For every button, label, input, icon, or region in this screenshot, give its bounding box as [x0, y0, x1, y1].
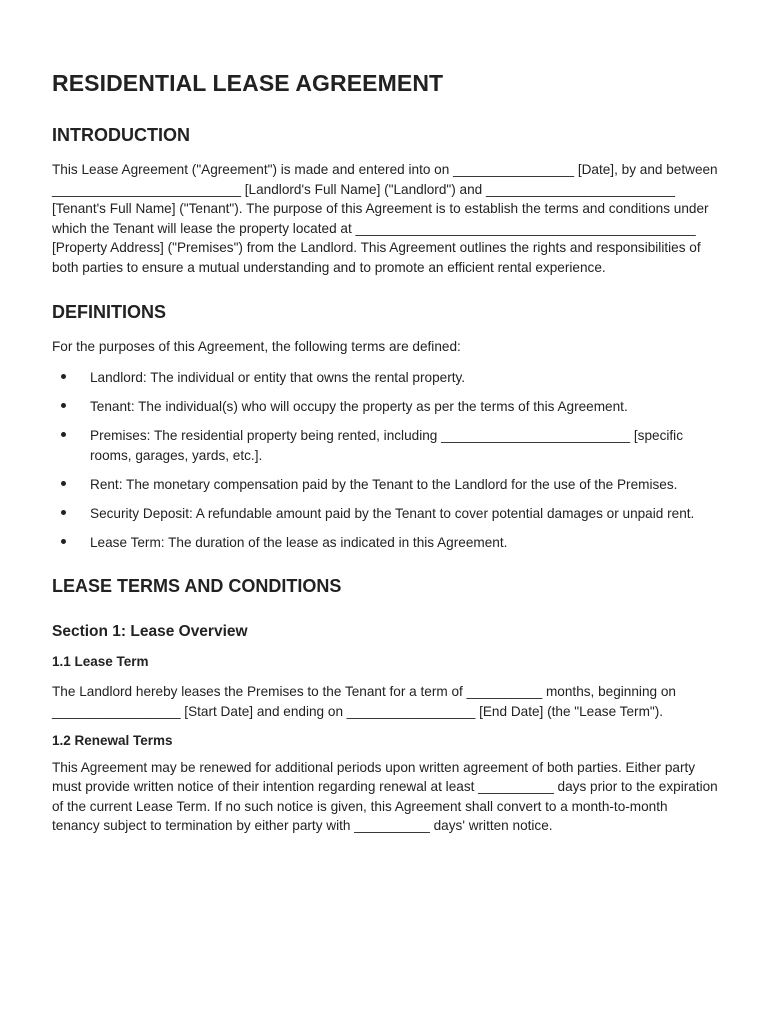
document-title: RESIDENTIAL LEASE AGREEMENT: [52, 70, 444, 96]
bullet-icon: [61, 539, 66, 544]
introduction-heading: INTRODUCTION: [52, 125, 190, 145]
lease-terms-section: [52, 576, 718, 836]
lease-terms-heading: LEASE TERMS AND CONDITIONS: [52, 576, 342, 597]
bullet-icon: [61, 374, 66, 379]
bullet-icon: [61, 510, 66, 515]
list-item: [52, 533, 718, 553]
definition-text: Lease Term: The duration of the lease as indicated in this Agreement.: [90, 535, 508, 551]
lease-term-subheading: 1.1 Lease Term: [52, 654, 149, 670]
definitions-list: [52, 368, 718, 553]
introduction-section: [52, 125, 718, 278]
bullet-icon: [61, 432, 66, 437]
definitions-intro: For the purposes of this Agreement, the following terms are defined:: [52, 338, 461, 354]
list-item: [52, 475, 718, 495]
definition-text: Security Deposit: A refundable amount paid by the Tenant to cover potential damages or unpaid rent.: [90, 506, 695, 522]
definition-text: Tenant: The individual(s) who will occupy the property as per the terms of this Agreement.: [90, 399, 628, 415]
list-item: [52, 368, 718, 388]
lease-term-text: The Landlord hereby leases the Premises to the Tenant for a term of __________ months, beginning on _________________ [Start Date] and ending on _________________ [End Date] (the "Lease Term").: [52, 684, 676, 719]
renewal-terms-subheading: 1.2 Renewal Terms: [52, 732, 173, 748]
definitions-heading: DEFINITIONS: [52, 301, 167, 322]
renewal-terms-text: This Agreement may be renewed for additional periods upon written agreement of both parties. Either party must provide written notice of their intention regarding renewal at least __________ days prior to the expiration of the current Lease Term. If no such notice is given, this Agreement shall convert to a month-to-month tenancy subject to termination by either party with __________ days' written notice.: [52, 759, 718, 834]
definition-text: Landlord: The individual or entity that owns the rental property.: [90, 370, 466, 386]
introduction-text: This Lease Agreement ("Agreement") is made and entered into on ________________ [Date], by and between _________________________ [Landlord's Full Name] ("Landlord") and _________________________ [Tenant's Full Name] ("Tenant"). The purpose of this Agreement is to establish the terms and conditions under which the Tenant will lease the property located at _____________________________________________ [Property Address] ("Premises") from the Landlord. This Agreement outlines the rights and responsibilities of both parties to ensure a mutual understanding and to promote an efficient rental experience.: [52, 162, 718, 275]
list-item: [52, 426, 718, 465]
definition-text: Rent: The monetary compensation paid by the Tenant to the Landlord for the use of the Premises.: [90, 477, 678, 493]
definition-text: Premises: The residential property being rented, including _________________________ [specific rooms, garages, yards, etc.].: [90, 428, 684, 463]
list-item: [52, 397, 718, 417]
list-item: [52, 504, 718, 524]
bullet-icon: [61, 481, 66, 486]
bullet-icon: [61, 403, 66, 408]
section-1-heading: Section 1: Lease Overview: [52, 623, 248, 641]
definitions-section: [52, 302, 718, 553]
